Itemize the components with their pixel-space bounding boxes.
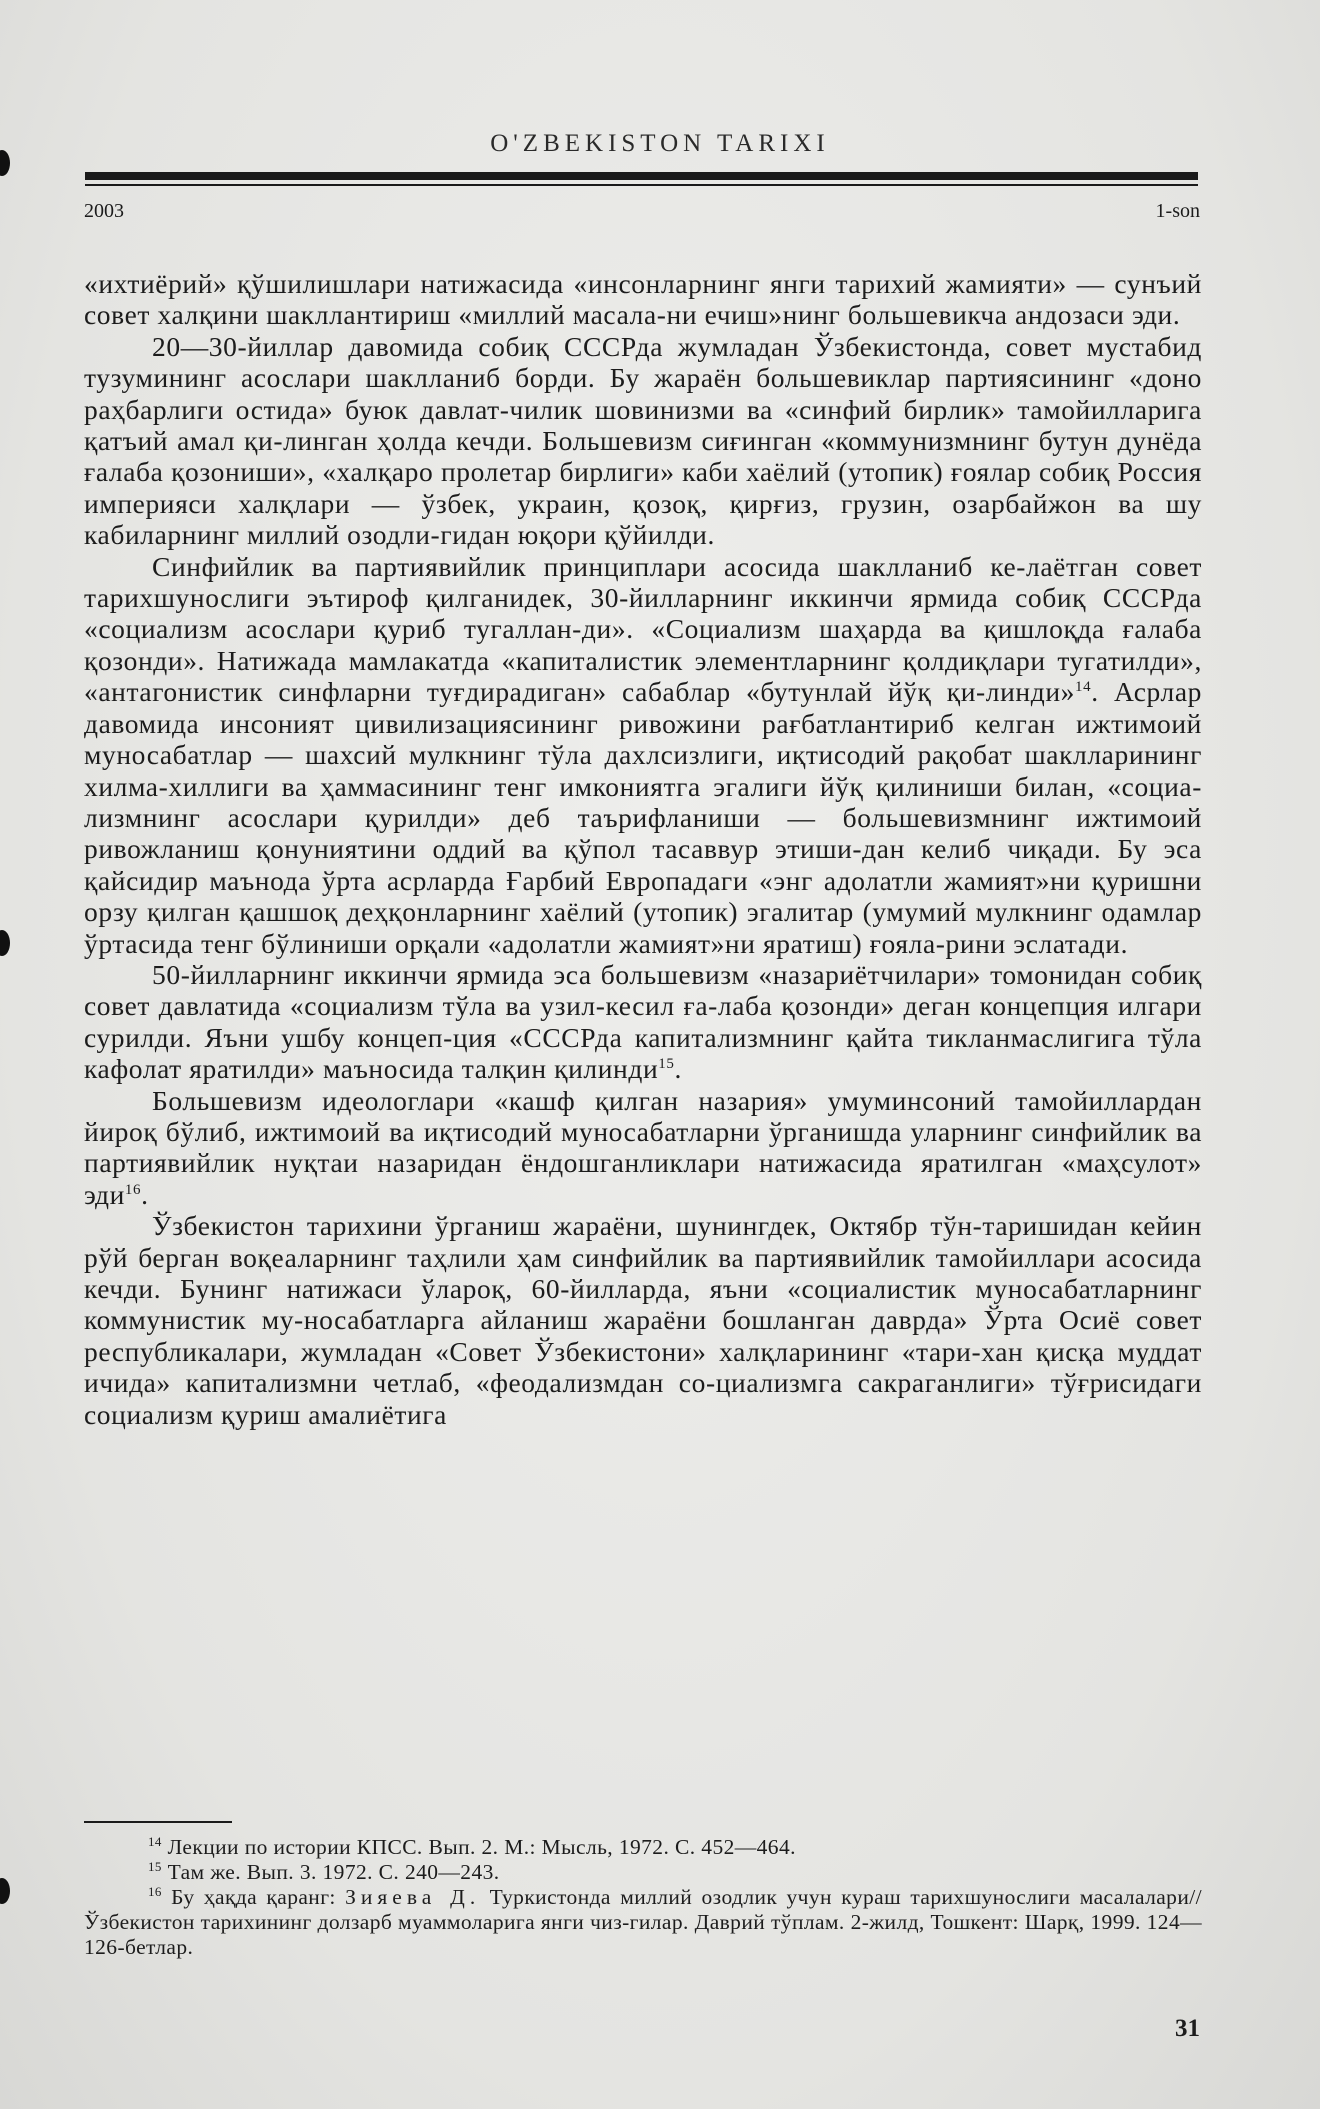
footnote: $^{15}$ Там же. Вып. 3. 1972. С. 240—243. [148,1858,500,1884]
issue-number: 1-son [1155,200,1200,222]
footnote-author: Зияева Д. [345,1885,481,1909]
paragraph: 20—30-йиллар давомида собиқ СССРда жумладан Ўзбекистонда, совет мустабид тузумининг асослари шаклланиб борди. Бу жараён большевиклар партиясининг «доно раҳбарлиги остида» буюк давлат-чилик шовинизми ва «синфий бирлик» тамойилларига қатъий амал қи-линган ҳолда кечди. Большевизм сиғинган «коммунизмнинг бутун дунёда ғалаба қозониши», «халқаро пролетар бирлиги» каби хаёлий (утопик) ғоялар собиқ Россия империяси халқлари — ўзбек, украин, қозоқ, қирғиз, грузин, озарбайжон ва шу кабиларнинг миллий озодли-гидан юқори қўйилди. [84,330,1202,551]
journal-title: O'ZBEKISTON TARIXI [490,130,830,157]
paragraph: Большевизм идеологлари «кашф қилган назария» умуминсоний тамойиллардан йироқ бўлиб, ижтимоий ва иқтисодий муносабатларни ўрганишда уларнинг синфийлик ва партиявийлик нуқтаи назаридан ёндошганликлари натижасида яратилган «маҳсулот» эди$^{16}$. [84,1084,1202,1210]
article-body [84,268,1202,1430]
paragraph: Синфийлик ва партиявийлик принциплари асосида шаклланиб ке-лаётган совет тарихшунослиги эътироф қилганидек, 30-йилларнинг иккинчи ярмида собиқ СССРда «социализм асослари қуриб тугаллан-ди». «Социализм шаҳарда ва қишлоқда ғалаба қозонди». Натижада мамлакатда «капиталистик элементларнинг қолдиқлари тугатилди», «антагонистик синфларни туғдирадиган» сабаблар «бутунлай йўқ қи-линди»$^{14}$. Асрлар давомида инсоният цивилизациясининг ривожини рағбатлантириб келган ижтимоий муносабатлар — шахсий мулкнинг тўла дахлсизлиги, иқтисодий рақобат шаклларининг хилма-хиллиги ва ҳаммасининг тенг имкониятга эгалиги йўқ қилиниши билан, «социа-лизмнинг асослари қурилди» деб таърифланиши — большевизмнинг ижтимоий ривожланиш қонуниятини оддий ва қўпол тасаввур этиши-дан келиб чиқади. Бу эса қайсидир маънода ўрта асрларда Ғарбий Европадаги «энг адолатли жамият»ни қуришни орзу қилган қашшоқ деҳқонларнинг хаёлий (утопик) эгалитар (умумий мулкнинг одамлар ўртасида тенг бўлиниши орқали «адолатли жамият»ни яратиш) ғояла-рини эслатади. [84,550,1203,959]
binding-hole-mark [0,930,10,956]
footnote: $^{16}$ Бу ҳақда қаранг: Зияева Д. Туркистонда миллий озодлик учун кураш тарихшунослиги масалалари//Ўзбекистон тарихининг долзарб муаммоларига янги чиз-гилар. Даврий тўплам. 2-жилд, Тошкент: Шарқ, 1999. 124—126-бетлар. [84,1883,1202,1959]
footnote-ref: 16 [124,1181,142,1198]
paragraph: Ўзбекистон тарихини ўрганиш жараёни, шунингдек, Октябр тўн-таришидан кейин рўй берган воқеаларнинг таҳлили ҳам синфийлик ва партиявийлик тамойиллари асосида кечди. Бунинг натижаси ўлароқ, 60-йилларда, яъни «социалистик муносабатларнинг коммунистик му-носабатларга айланиш жараёни бошланган даврда» Ўрта Осиё совет республикалари, жумладан «Совет Ўзбекистони» халқларининг «тари-хан қисқа муддат ичида» капитализмни четлаб, «феодализмдан со-циализмга сакраганлиги» тўғрисидаги социализм қуриш амалиётига [84,1210,1202,1430]
header-rule-thick [85,172,1198,180]
page-number: 31 [1175,2015,1200,2042]
footnote-ref: 15 [658,1056,675,1072]
footnote-separator [84,1821,232,1823]
paragraph: 50-йилларнинг иккинчи ярмида эса большевизм «назариётчилари» томонидан собиқ совет давлатида «социализм тўла ва узил-кесил ға-лаба қозонди» деган концепция илгари сурилди. Яъни ушбу концеп-ция «СССРда капитализмнинг қайта тикланмаслигига тўла кафолат яратилди» маъносида талқин қилинди$^{15}$. [84,958,1202,1085]
header-rule-thin [85,184,1198,186]
footnote: $^{14}$ Лекции по истории КПСС. Вып. 2. М.: Мысль, 1972. С. 452—464. [148,1833,796,1859]
issue-year: 2003 [84,200,124,222]
footnote-ref: 14 [1075,679,1092,696]
paragraph: «ихтиёрий» қўшилишлари натижасида «инсонларнинг янги тарихий жамияти» — сунъий совет халқини шакллантириш «миллий масала-ни ечиш»нинг большевикча андозаси эди. [84,268,1202,331]
binding-hole-mark [0,1878,10,1904]
footnotes [84,1835,1202,1960]
